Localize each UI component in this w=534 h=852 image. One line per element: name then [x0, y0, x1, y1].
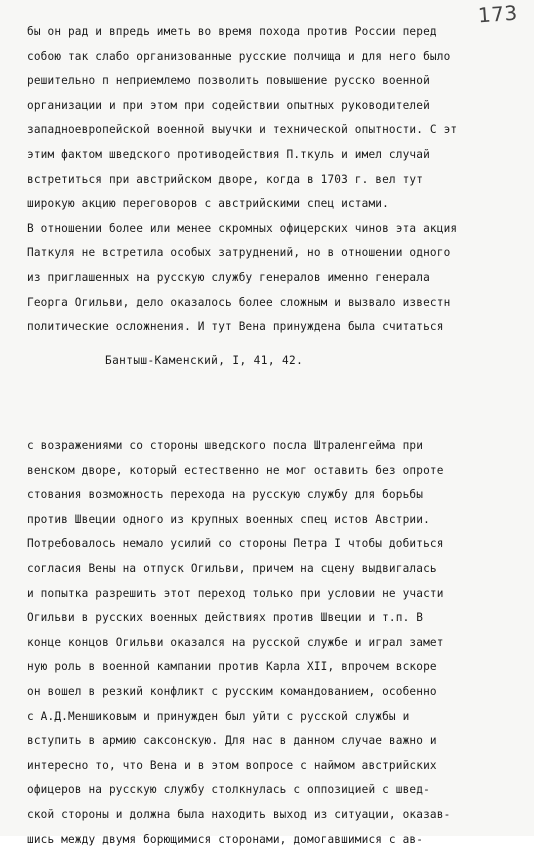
text-line: из приглашенных на русскую службу генералов именно генерала	[27, 266, 527, 291]
text-line: согласия Вены на отпуск Огильви, причем на сцену выдвигалась	[27, 557, 527, 582]
text-line: с возражениями со стороны шведского посла Штраленгейма при	[27, 434, 527, 459]
text-line: стования возможность перехода на русскую службу для борьбы	[27, 483, 527, 508]
text-line: он вошел в резкий конфликт с русским командованием, особенно	[27, 680, 527, 705]
text-line: политические осложнения. И тут Вена принуждена была считаться	[27, 315, 527, 340]
text-line: Потребовалось немало усилий со стороны Петра I чтобы добиться	[27, 532, 527, 557]
text-block-bottom	[27, 434, 527, 852]
text-line: Георга Огильви, дело оказалось более сложным и вызвало известн	[27, 291, 527, 316]
text-line: широкую акцию переговоров с австрийскими спец истами.	[27, 192, 527, 217]
text-line: и попытка разрешить этот переход только при условии не участи	[27, 582, 527, 607]
text-line: собою так слабо организованные русские полчища и для него было	[27, 45, 527, 70]
text-line: ную роль в военной кампании против Карла XII, впрочем вскоре	[27, 655, 527, 680]
text-line: В отношении более или менее скромных офицерских чинов эта акция	[27, 217, 527, 242]
text-block-top	[27, 20, 527, 340]
text-line: венском дворе, который естественно не мог оставить без опроте	[27, 459, 527, 484]
text-line: шись между двумя борющимися сторонами, домогавшимися с ав-	[27, 828, 527, 852]
text-line: западноевропейской военной выучки и технической опытности. С эт	[27, 118, 527, 143]
text-line: бы он рад и впредь иметь во время похода против России перед	[27, 20, 527, 45]
text-line: встретиться при австрийском дворе, когда в 1703 г. вел тут	[27, 168, 527, 193]
footnote: Бантыш-Каменский, I, 41, 42.	[105, 354, 303, 367]
text-line: вступить в армию саксонскую. Для нас в данном случае важно и	[27, 729, 527, 754]
text-line: ской стороны и должна была находить выход из ситуации, оказав-	[27, 803, 527, 828]
text-line: этим фактом шведского противодействия П.ткуль и имел случай	[27, 143, 527, 168]
text-line: с А.Д.Меншиковым и принужден был уйти с русской службы и	[27, 705, 527, 730]
text-line: против Швеции одного из крупных военных спец истов Австрии.	[27, 508, 527, 533]
text-line: организации и при этом при содействии опытных руководителей	[27, 94, 527, 119]
text-line: офицеров на русскую службу столкнулась с оппозицией с швед-	[27, 778, 527, 803]
text-line: Огильви в русских военных действиях против Швеции и т.п. В	[27, 606, 527, 631]
text-line: интересно то, что Вена и в этом вопросе с наймом австрийских	[27, 754, 527, 779]
text-line: Паткуля не встретила особых затруднений, но в отношении одного	[27, 241, 527, 266]
text-line: решительно п неприемлемо позволить повышение русско военной	[27, 69, 527, 94]
handwritten-page-number: 173	[478, 1, 519, 28]
text-line: конце концов Огильви оказался на русской службе и играл замет	[27, 631, 527, 656]
